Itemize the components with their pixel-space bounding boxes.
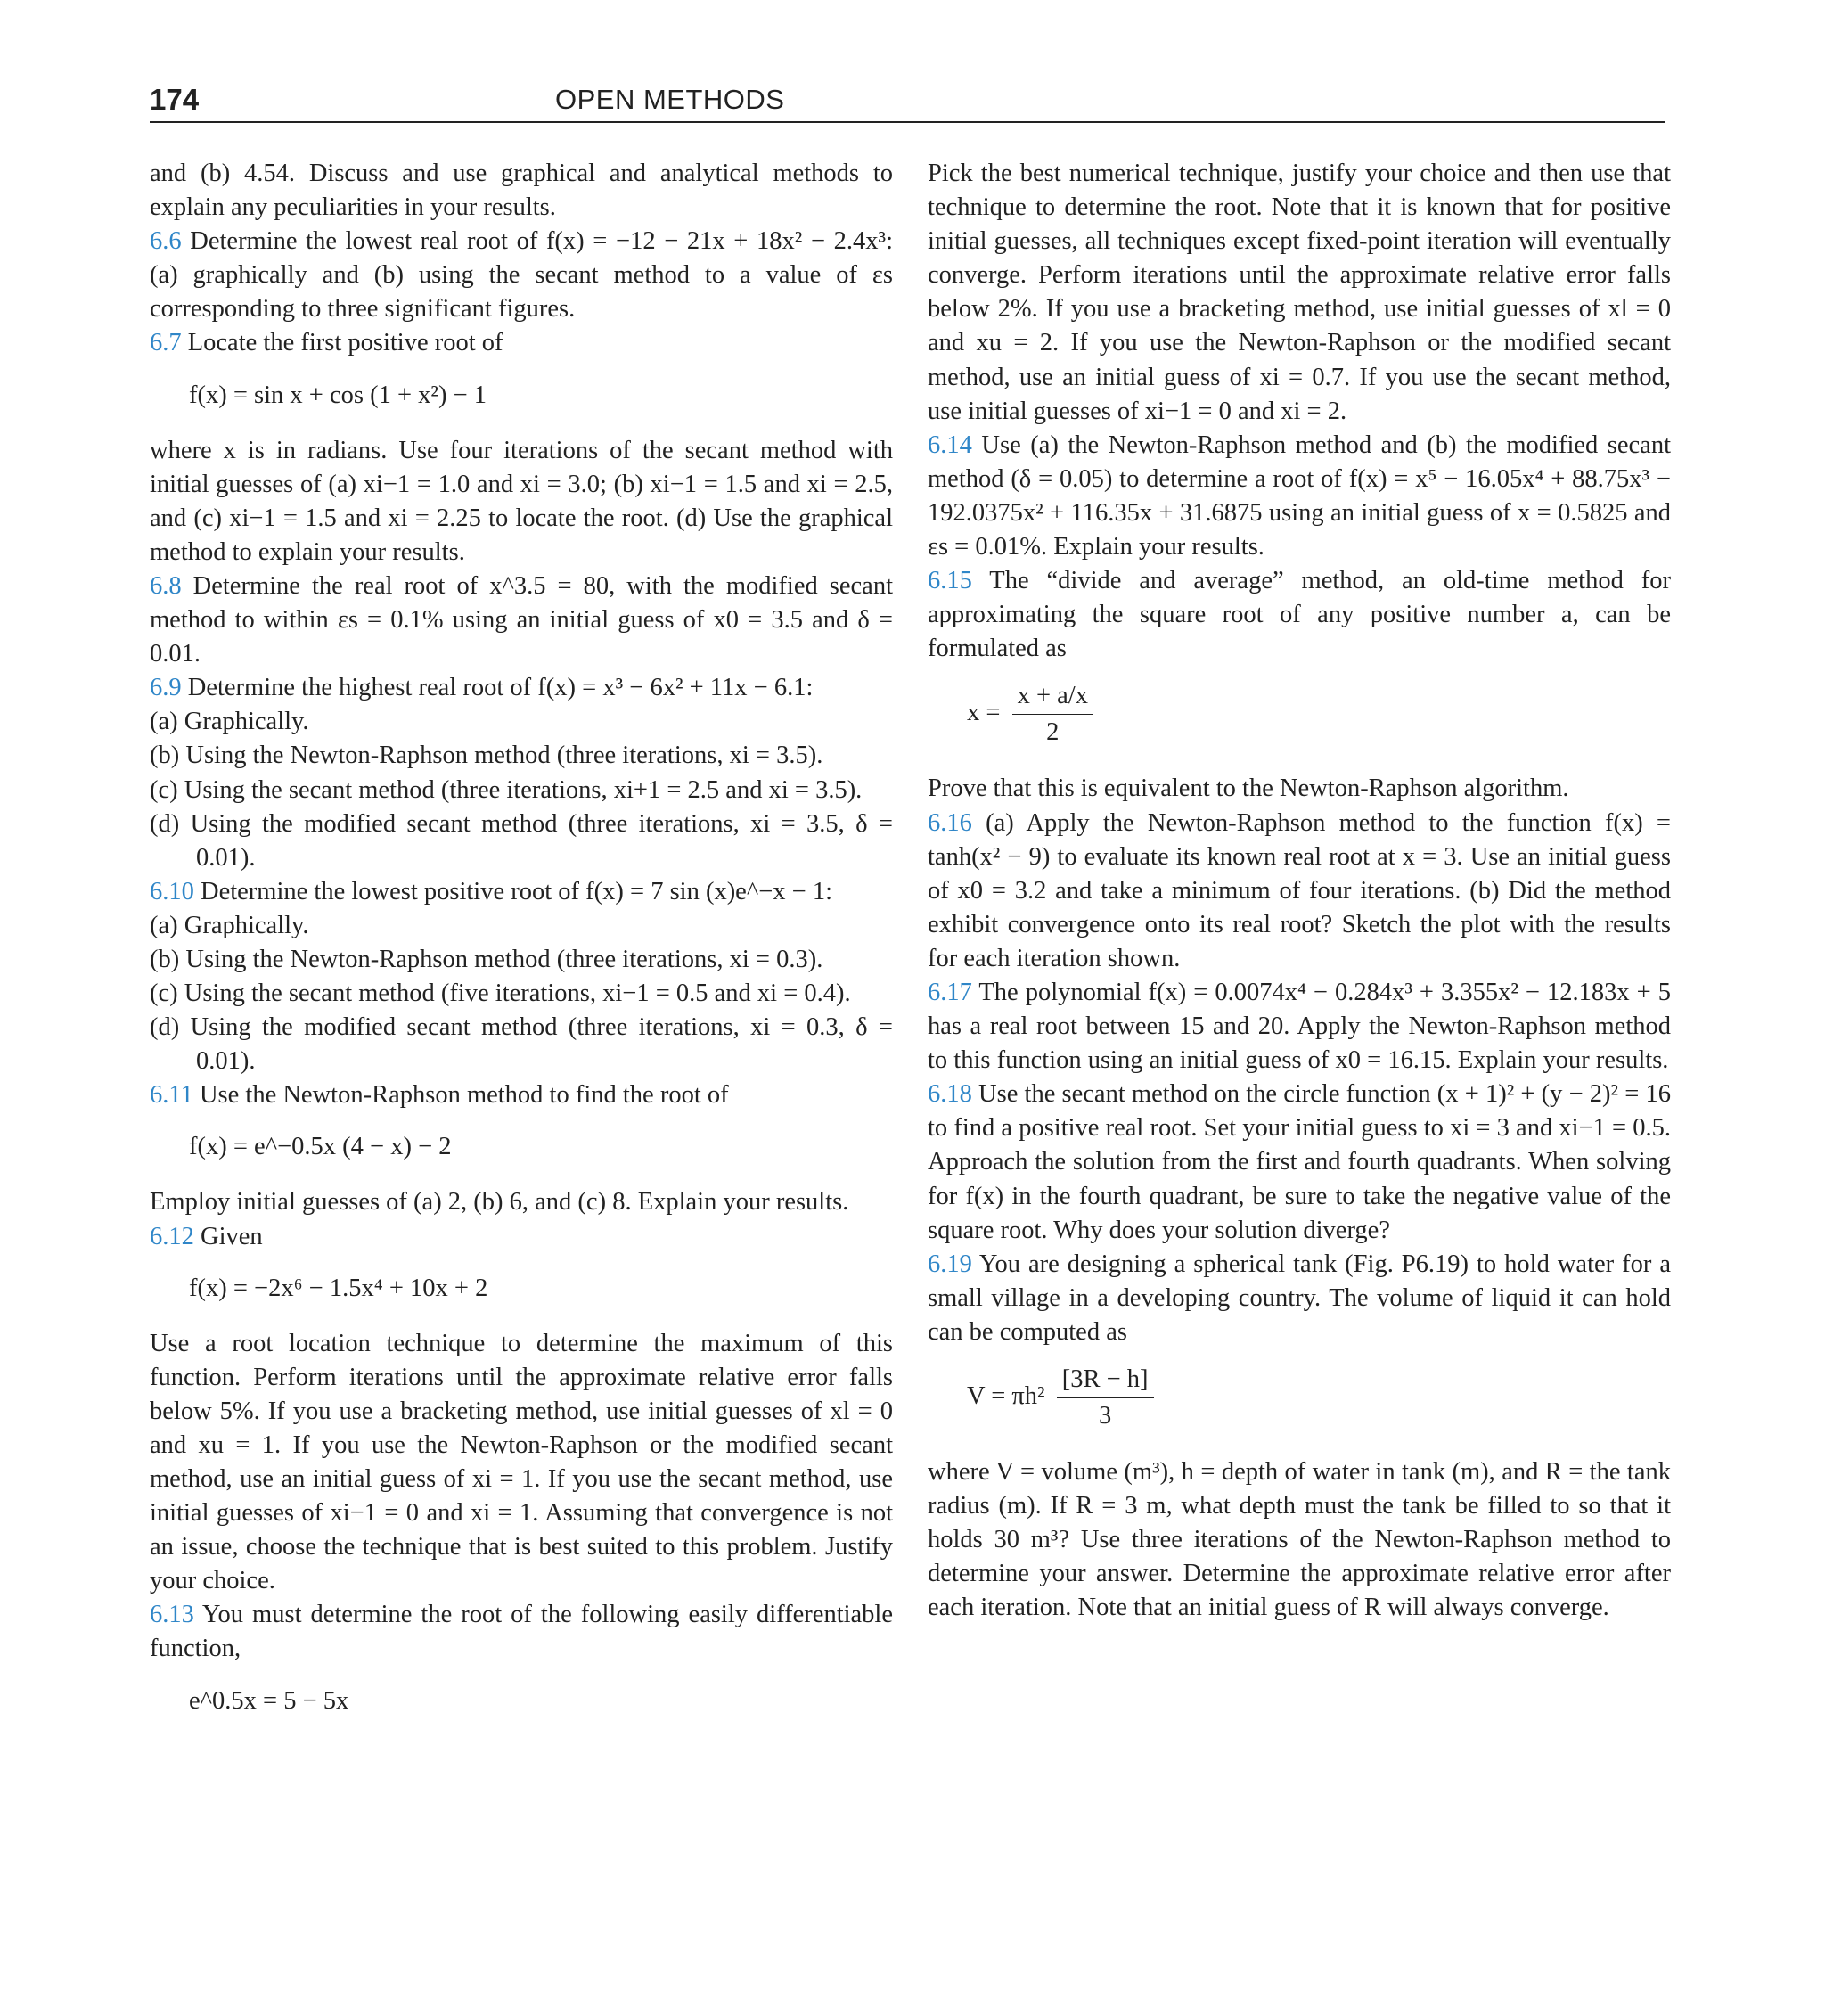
continuation-paragraph: and (b) 4.54. Discuss and use graphical and analytical methods to explain any peculiarities in your results. xyxy=(150,160,893,222)
problem-text: Locate the first positive root of xyxy=(187,329,503,357)
problem-number: 6.9 xyxy=(150,674,182,702)
sub-item: (a) Graphically. xyxy=(150,911,309,939)
problem-number: 6.18 xyxy=(928,1080,972,1109)
problem-number: 6.19 xyxy=(928,1250,972,1278)
sub-item: (b) Using the Newton-Raphson method (three iterations, xi = 0.3). xyxy=(150,945,823,973)
right-column xyxy=(928,157,1671,1625)
fraction-denominator: 3 xyxy=(1098,1402,1112,1430)
problem-text-continued: Employ initial guesses of (a) 2, (b) 6, and (c) 8. Explain your results. xyxy=(150,1188,849,1217)
problem-6-13 xyxy=(150,1598,893,1666)
problem-number: 6.6 xyxy=(150,227,182,256)
continuation-paragraph: Pick the best numerical technique, justify your choice and then use that technique to determine the root. Note that it is known that for positive initial guesses, all techniques except fixed-point iteration will eventually converge. Perform iterations until the approximate relative error falls below 2%. If you use a bracketing method, use initial guesses of xl = 0 and xu = 2. If you use the Newton-Raphson or the modified secant method, use an initial guess of xi = 0.7. If you use the secant method, use initial guesses of xi−1 = 0 and xi = 2. xyxy=(928,160,1671,425)
problem-text-continued: where x is in radians. Use four iterations of the secant method with initial guesses of (a) xi−1 = 1.0 and xi = 3.0; (b) xi−1 = 1.5 and xi = 2.5, and (c) xi−1 = 1.5 and xi = 2.25 to locate the root. (d) Use the graphical method to explain your results. xyxy=(150,436,893,566)
problem-number: 6.15 xyxy=(928,567,972,595)
problem-text: Determine the lowest positive root of f(x) = 7 sin (x)e^−x − 1: xyxy=(201,877,833,906)
problem-6-7 xyxy=(150,326,893,360)
equation xyxy=(967,682,1671,747)
problem-6-11 xyxy=(150,1078,893,1112)
problem-text-continued: where V = volume (m³), h = depth of water in tank (m), and R = the tank radius (m). If R = 3 m, what depth must the tank be filled to so that it holds 30 m³? Use three iterations of the Newton-Raphson method to determine your answer. Determine the approximate relative error after each iteration. Note that an initial guess of R will always converge. xyxy=(928,1458,1671,1622)
problem-6-16 xyxy=(928,807,1671,976)
page-header xyxy=(150,82,1665,123)
problem-text: The polynomial f(x) = 0.0074x⁴ − 0.284x³ + 3.355x² − 12.183x + 5 has a real root between 15 and 20. Apply the Newton-Raphson method to this function using an initial guess of x0 = 16.15. Explain your results. xyxy=(928,978,1671,1075)
problem-text: Given xyxy=(201,1222,263,1250)
fraction-denominator: 2 xyxy=(1046,718,1060,747)
problem-text: Determine the lowest real root of f(x) = −12 − 21x + 18x² − 2.4x³: (a) graphically and (b) using the secant method to a value of εs corresponding to three significant figures. xyxy=(150,227,893,324)
sub-item: (c) Using the secant method (five iterations, xi−1 = 0.5 and xi = 0.4). xyxy=(150,979,851,1008)
sub-item: (d) Using the modified secant method (three iterations, xi = 3.5, δ = 0.01). xyxy=(150,809,893,872)
problem-6-12 xyxy=(150,1220,893,1254)
problem-number: 6.7 xyxy=(150,329,182,357)
fraction xyxy=(1057,1365,1154,1430)
fraction-numerator: x + a/x xyxy=(1012,682,1093,715)
problem-6-14 xyxy=(928,429,1671,564)
problem-text: Use (a) the Newton-Raphson method and (b) the modified secant method (δ = 0.05) to determine a root of f(x) = x⁵ − 16.05x⁴ + 88.75x³ − 192.0375x² + 116.35x + 31.6875 using an initial guess of x = 0.5825 and εs = 0.01%. Explain your results. xyxy=(928,430,1671,561)
fraction xyxy=(1012,682,1093,747)
sub-item: (c) Using the secant method (three iterations, xi+1 = 2.5 and xi = 3.5). xyxy=(150,775,863,804)
fraction-numerator: [3R − h] xyxy=(1057,1365,1154,1398)
problem-6-6 xyxy=(150,225,893,326)
problem-6-10 xyxy=(150,875,893,909)
equation: e^0.5x = 5 − 5x xyxy=(189,1686,349,1715)
problem-6-17 xyxy=(928,976,1671,1078)
equation xyxy=(967,1365,1671,1430)
problem-number: 6.13 xyxy=(150,1601,194,1629)
problem-number: 6.14 xyxy=(928,430,972,459)
equation-lhs: V = πh² xyxy=(967,1382,1045,1411)
problem-6-19 xyxy=(928,1248,1671,1349)
problem-text-continued: Use a root location technique to determine the maximum of this function. Perform iterations until the approximate relative error falls below 5%. If you use a bracketing method, use initial guesses of xl = 0 and xu = 1. If you use the Newton-Raphson or the modified secant method, use an initial guess of xi = 1. If you use the secant method, use initial guesses of xi−1 = 0 and xi = 1. Assuming that convergence is not an issue, choose the technique that is best suited to this problem. Justify your choice. xyxy=(150,1329,893,1595)
problem-text: Determine the highest real root of f(x) = x³ − 6x² + 11x − 6.1: xyxy=(187,674,814,702)
problem-number: 6.16 xyxy=(928,808,972,837)
problem-text: You are designing a spherical tank (Fig. P6.19) to hold water for a small village in a developing country. The volume of liquid it can hold can be computed as xyxy=(928,1250,1671,1346)
problem-6-18 xyxy=(928,1078,1671,1247)
problem-text: Use the Newton-Raphson method to find the root of xyxy=(199,1081,729,1110)
page-number: 174 xyxy=(150,83,200,116)
problem-text: Determine the real root of x^3.5 = 80, with the modified secant method to within εs = 0.1% using an initial guess of x0 = 3.5 and δ = 0.01. xyxy=(150,571,893,668)
problem-6-15 xyxy=(928,564,1671,666)
sub-item: (d) Using the modified secant method (three iterations, xi = 0.3, δ = 0.01). xyxy=(150,1013,893,1076)
sub-item: (a) Graphically. xyxy=(150,708,309,736)
equation-lhs: x = xyxy=(967,699,1001,727)
problem-text: You must determine the root of the following easily differentiable function, xyxy=(150,1601,893,1663)
problem-number: 6.8 xyxy=(150,571,182,600)
equation: f(x) = sin x + cos (1 + x²) − 1 xyxy=(189,381,487,409)
sub-item: (b) Using the Newton-Raphson method (three iterations, xi = 3.5). xyxy=(150,742,823,770)
running-head: OPEN METHODS xyxy=(555,84,785,115)
problem-6-8 xyxy=(150,570,893,671)
problem-text: The “divide and average” method, an old-time method for approximating the square root of any positive number a, can be formulated as xyxy=(928,567,1671,663)
equation: f(x) = e^−0.5x (4 − x) − 2 xyxy=(189,1133,452,1161)
equation: f(x) = −2x⁶ − 1.5x⁴ + 10x + 2 xyxy=(189,1274,488,1302)
problem-number: 6.11 xyxy=(150,1081,193,1110)
problem-number: 6.17 xyxy=(928,978,972,1006)
problem-number: 6.10 xyxy=(150,877,194,906)
left-column xyxy=(150,157,893,1740)
problem-text-continued: Prove that this is equivalent to the Newton-Raphson algorithm. xyxy=(928,774,1569,803)
problem-6-9 xyxy=(150,671,893,705)
problem-number: 6.12 xyxy=(150,1222,194,1250)
problem-text: (a) Apply the Newton-Raphson method to the function f(x) = tanh(x² − 9) to evaluate its known real root at x = 3. Use an initial guess of x0 = 3.2 and take a minimum of four iterations. (b) Did the method exhibit convergence onto its real root? Sketch the plot with the results for each iteration shown. xyxy=(928,808,1672,972)
problem-text: Use the secant method on the circle function (x + 1)² + (y − 2)² = 16 to find a positive real root. Set your initial guess to xi = 3 and xi−1 = 0.5. Approach the solution from the first and fourth quadrants. When solving for f(x) in the fourth quadrant, be sure to take the negative value of the square root. Why does your solution diverge? xyxy=(928,1080,1672,1244)
